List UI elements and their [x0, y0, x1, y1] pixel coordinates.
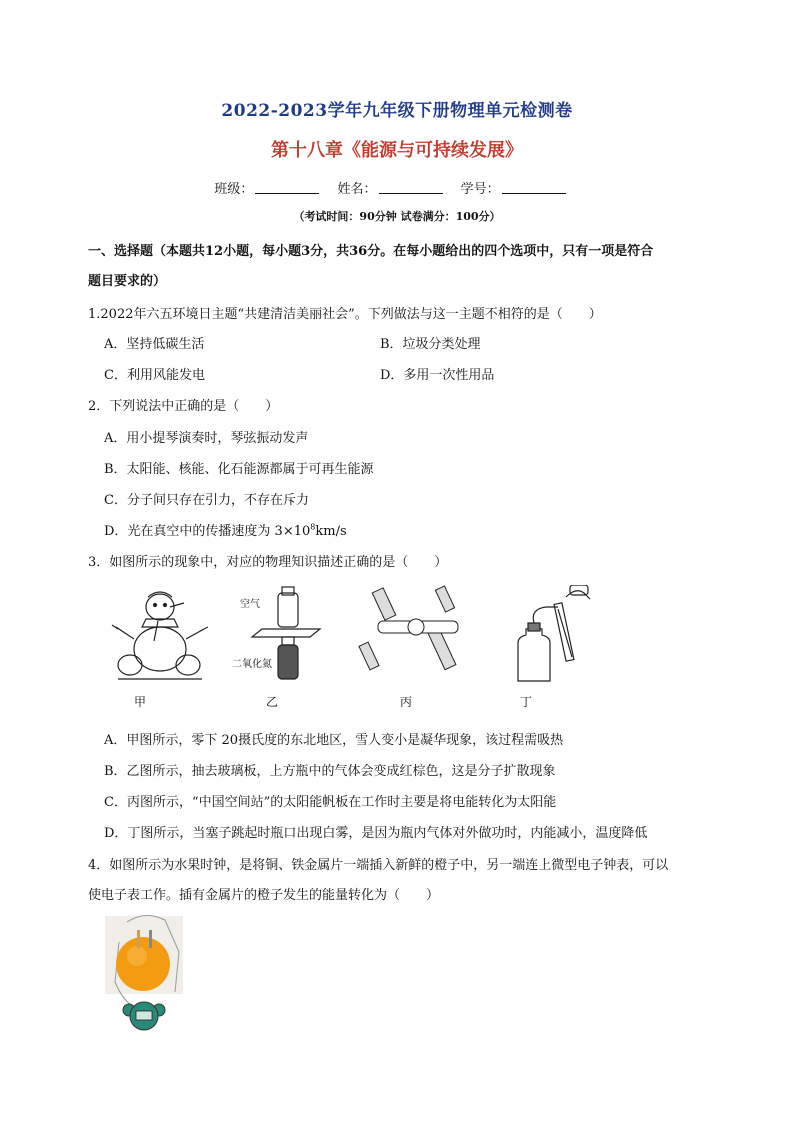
section-heading-line1: 一、选择题（本题共12小题，每小题3分，共36分。在每小题给出的四个选项中，只有一项是符合 — [88, 244, 654, 259]
question-2-stem: 2．下列说法中正确的是（ ） — [88, 399, 279, 414]
exam-title: 2022-2023学年九年级下册物理单元检测卷 — [221, 101, 573, 121]
question-3-option-b[interactable]: B．乙图所示，抽去玻璃板，上方瓶中的气体会变成红棕色，这是分子扩散现象 — [104, 764, 556, 779]
section-heading-line2: 题目要求的） — [88, 274, 167, 289]
name-blank[interactable] — [379, 181, 443, 194]
id-label: 学号： — [460, 182, 500, 197]
question-1-option-d[interactable]: D．多用一次性用品 — [380, 368, 495, 383]
option-d-unit: km/s — [315, 524, 347, 539]
student-info-line — [0, 178, 794, 197]
question-2-option-a[interactable]: A．用小提琴演奏时，琴弦振动发声 — [104, 431, 309, 446]
gas-diffusion-figure — [232, 585, 322, 685]
chapter-title: 第十八章《能源与可持续发展》 — [271, 140, 523, 161]
fruit-clock-figure — [105, 912, 185, 1032]
class-label: 班级： — [214, 182, 254, 197]
no2-label: 二氧化氮 — [232, 659, 272, 670]
figure-label-yi: 乙 — [266, 695, 279, 709]
space-station-figure — [358, 585, 474, 685]
question-3-option-a[interactable]: A．甲图所示，零下 20摄氏度的东北地区，雪人变小是凝华现象，该过程需吸热 — [104, 733, 564, 748]
figure-label-bing: 丙 — [400, 695, 413, 709]
snowman-figure — [108, 585, 212, 685]
question-4-stem-line1: 4．如图所示为水果时钟，是将铜、铁金属片一端插入新鲜的橙子中，另一端连上微型电子钟表，可以 — [88, 858, 669, 873]
question-1-option-a[interactable]: A．坚持低碳生活 — [104, 337, 205, 352]
option-d-text: D．光在真空中的传播速度为 3×10 — [104, 524, 311, 539]
question-2-option-c[interactable]: C．分子间只存在引力，不存在斥力 — [104, 493, 309, 508]
bottle-pump-figure — [500, 585, 600, 685]
question-4-stem-line2: 使电子表工作。插有金属片的橙子发生的能量转化为（ ） — [88, 888, 440, 903]
question-2-option-b[interactable]: B．太阳能、核能、化石能源都属于可再生能源 — [104, 462, 374, 477]
figure-label-ding: 丁 — [520, 695, 533, 709]
exam-info: （考试时间：90分钟 试卷满分：100分） — [293, 210, 501, 223]
option-d-exponent: 8 — [310, 522, 316, 532]
question-3-option-c[interactable]: C．丙图所示，“中国空间站”的太阳能帆板在工作时主要是将电能转化为太阳能 — [104, 795, 557, 810]
id-blank[interactable] — [502, 181, 566, 194]
question-1-stem: 1.2022年六五环境日主题“共建清洁美丽社会”。下列做法与这一主题不相符的是（ ） — [88, 307, 602, 322]
air-label: 空气 — [240, 599, 260, 610]
figure-label-jia: 甲 — [134, 695, 147, 709]
question-2-option-d[interactable] — [104, 520, 347, 539]
question-1-option-b[interactable]: B．垃圾分类处理 — [380, 337, 481, 352]
name-label: 姓名： — [337, 182, 377, 197]
question-3-figures — [100, 585, 620, 709]
question-3-stem: 3．如图所示的现象中，对应的物理知识描述正确的是（ ） — [88, 555, 448, 570]
class-blank[interactable] — [255, 181, 319, 194]
question-3-option-d[interactable]: D．丁图所示，当塞子跳起时瓶口出现白雾，是因为瓶内气体对外做功时，内能减小，温度降低 — [104, 826, 648, 841]
question-1-option-c[interactable]: C．利用风能发电 — [104, 368, 205, 383]
